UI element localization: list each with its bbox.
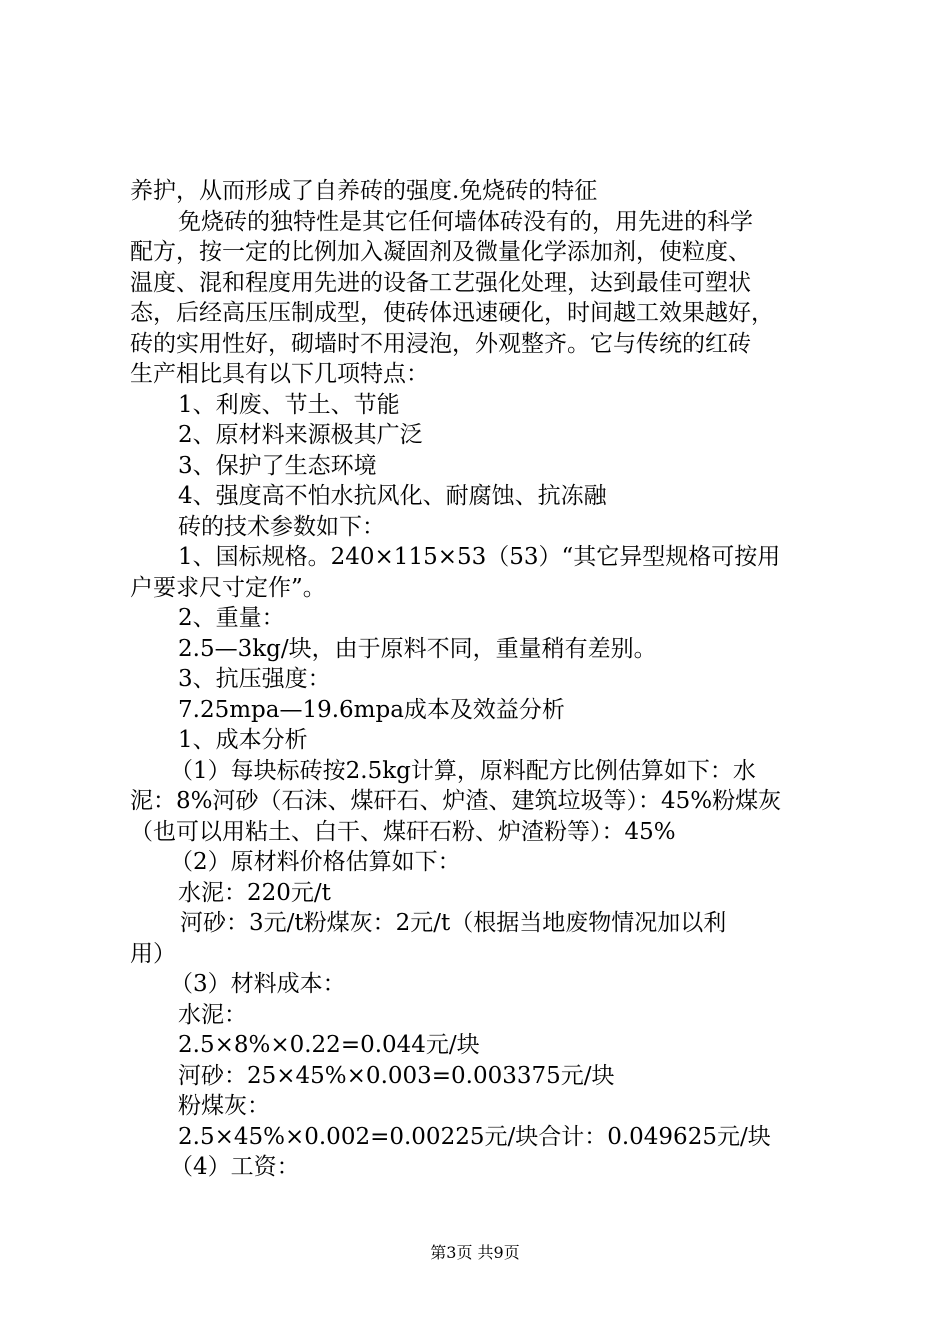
text-line: 3、保护了生态环境 <box>178 452 377 479</box>
text-line: 2、重量： <box>178 605 285 631</box>
text-line: （也可以用粘土、白干、煤矸石粉、炉渣粉等）：45% <box>130 818 676 845</box>
text-line: 水泥：220元/t <box>178 879 331 906</box>
text-line: 1、成本分析 <box>178 727 308 753</box>
document-body <box>130 176 846 1183</box>
text-line: 泥：8%河砂（石沫、煤矸石、炉渣、建筑垃圾等）：45%粉煤灰 <box>130 788 782 814</box>
text-line: （2）原材料价格估算如下： <box>170 849 461 875</box>
text-line: 2.5×8%×0.22=0.044元/块 <box>178 1032 480 1058</box>
text-line: 水泥： <box>178 1001 247 1028</box>
text-line: 河砂：25×45%×0.003=0.003375元/块 <box>178 1062 615 1089</box>
text-line: 1、国标规格。240×115×53（53）“其它异型规格可按用 <box>178 544 781 570</box>
text-line: 砖的实用性好，砌墙时不用浸泡，外观整齐。它与传统的红砖 <box>130 330 751 357</box>
text-line: （1）每块标砖按2.5kg计算，原料配方比例估算如下：水 <box>170 757 756 784</box>
text-line: 2、原材料来源极其广泛 <box>178 422 423 448</box>
text-line: 养护，从而形成了自养砖的强度.免烧砖的特征 <box>130 178 598 204</box>
text-line: 河砂：3元/t粉煤灰：2元/t（根据当地废物情况加以利 <box>180 910 727 936</box>
text-line: 态，后经高压压制成型，使砖体迅速硬化，时间越工效果越好， <box>130 300 774 326</box>
text-line: 2.5—3kg/块，由于原料不同，重量稍有差别。 <box>178 635 657 662</box>
text-line: 砖的技术参数如下： <box>178 513 385 540</box>
text-line: （3）材料成本： <box>170 971 346 997</box>
text-line: 用） <box>130 940 176 967</box>
text-line: 2.5×45%×0.002=0.00225元/块合计：0.049625元/块 <box>178 1123 771 1150</box>
text-line: 粉煤灰： <box>178 1093 270 1119</box>
text-line: 4、强度高不怕水抗风化、耐腐蚀、抗冻融 <box>178 483 607 509</box>
page-footer: 第3页 共9页 <box>430 1243 520 1262</box>
text-line: 1、利废、节土、节能 <box>178 391 400 418</box>
text-line: 免烧砖的独特性是其它任何墙体砖没有的，用先进的科学 <box>178 208 753 235</box>
text-line: 生产相比具有以下几项特点： <box>130 361 429 387</box>
text-line: （4）工资： <box>170 1154 300 1180</box>
text-line: 户要求尺寸定作”。 <box>130 574 326 601</box>
text-line: 3、抗压强度： <box>178 666 331 692</box>
text-line: 配方，按一定的比例加入凝固剂及微量化学添加剂，使粒度、 <box>130 239 751 265</box>
text-line: 7.25mpa—19.6mpa成本及效益分析 <box>178 696 565 723</box>
text-line: 温度、混和程度用先进的设备工艺强化处理，达到最佳可塑状 <box>130 269 751 296</box>
